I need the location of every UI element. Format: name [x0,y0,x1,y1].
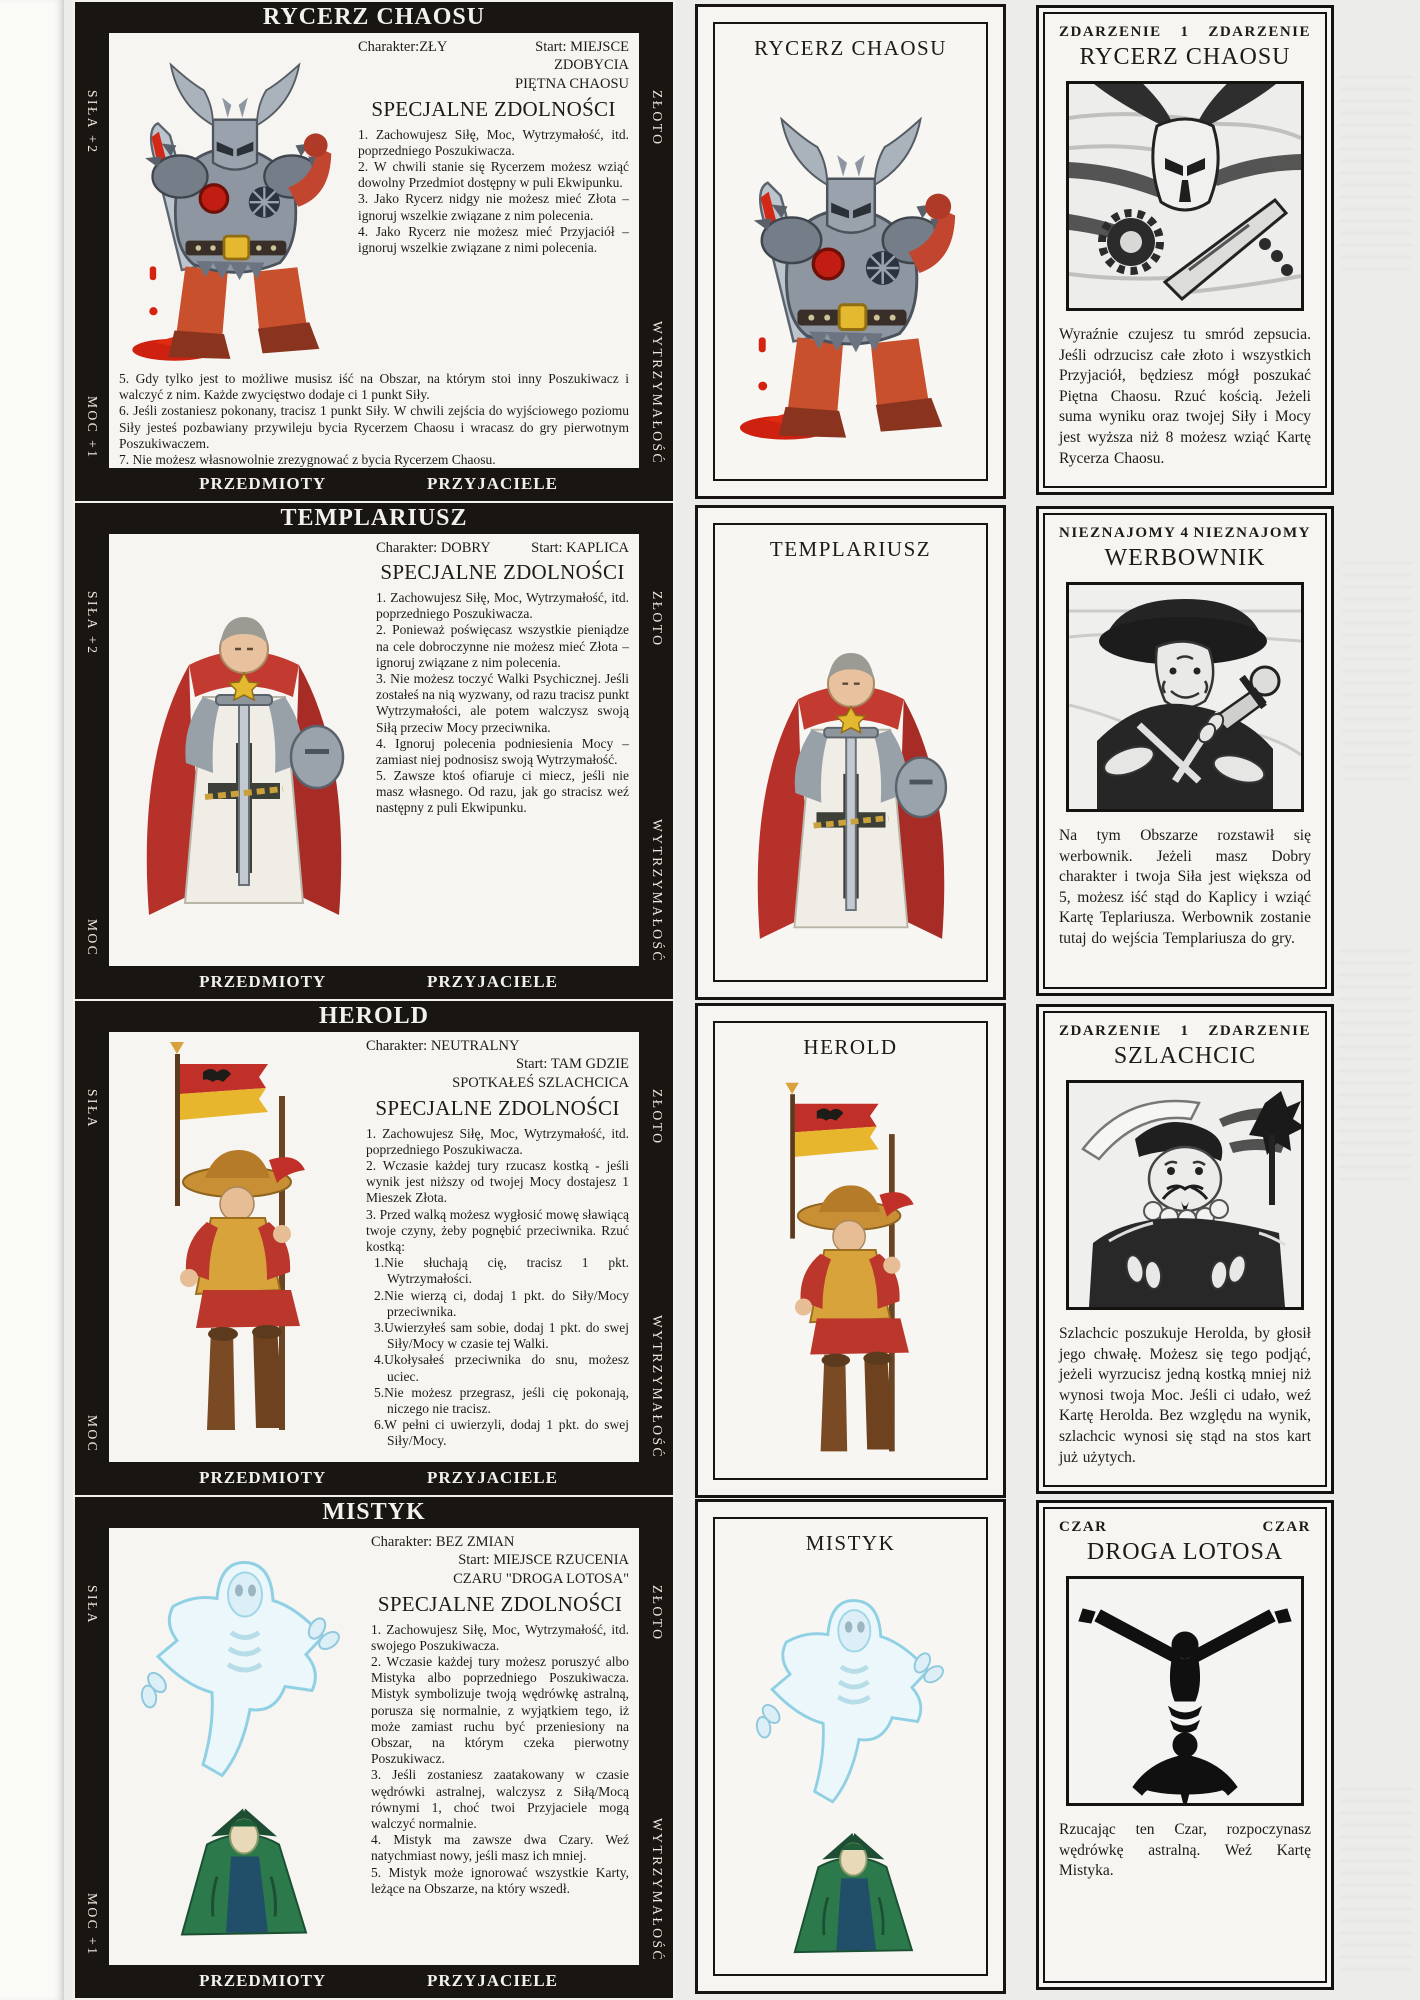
charakter-label: Charakter: NEUTRALNY [366,1038,520,1054]
ability-item: 5. Gdy tylko jest to możliwe musisz iść na Obszar, na którym stoi inny Poszukiwacz i walczyć z nim. Każde zwycięstwo dodaje ci 1 punkt Siły. [119,371,629,403]
side-stat-moc: MOC +1 [85,1892,100,1956]
start-label-line2: SPOTKAŁEŚ SZLACHCICA [452,1074,629,1091]
event-body-text: Szlachcic poszukuje Herolda, by głosił jego chwałę. Możesz się tego podjąć, jeżeli wyrzucisz jedną kostką mniej niż wynosi twoja Moc. Jeśli ci udało, weź Kartę Herolda. Bez względu na wynik, szlachcic wynosi się stąd na stos kart już użytych. [1059,1325,1311,1466]
portrait-card-mistyk [695,1499,1006,1994]
event-count [1143,1519,1227,1536]
ability-item: 3. Nie możesz toczyć Walki Psychicznej. Jeśli zostałeś na nią wyzwany, od razu tracisz punkt Wytrzymałości, ale potem walczysz swoją Siłą przeciw Mocy przeciwnika. [376,670,629,735]
ability-item: 1. Zachowujesz Siłę, Moc, Wytrzymałość, itd. swojego Poszukiwacza. [371,1621,629,1653]
side-stat-wytrzymalosc: WYTRZYMAŁOŚĆ [650,1818,665,1962]
ability-item: 6. Jeśli zostaniesz pokonany, tracisz 1 punkt Siły. W chwili zejścia do wyjściowego poziomu Siły jesteś pozbawiany przywileju bycia Rycerzem Chaosu i wracasz do gry pierwotnym Poszukiwaczem. [119,403,629,451]
herald-color-art [119,1038,359,1449]
abilities-heading: SPECJALNE ZDOLNOŚCI [377,1591,623,1616]
charakter-label: Charakter: BEZ ZMIAN [371,1534,515,1550]
card-body [109,534,639,966]
event-card-rycerz-chaosu [1036,5,1334,495]
side-stat-wytrzymalosc: WYTRZYMAŁOŚĆ [650,321,665,465]
noble-bw-art [1066,1080,1304,1310]
page-bleed-through [1342,560,1412,780]
chaos-knight-color-art [715,61,986,479]
page-bleed-through [1340,70,1412,270]
ability-item: 1. Zachowujesz Siłę, Moc, Wytrzymałość, itd. poprzedniego Poszukiwacza. [376,590,629,622]
card-body [109,1528,639,1965]
card-footer [109,966,639,999]
event-body-text: Wyraźnie czujesz tu smród zepsucia. Jeśli odrzucisz całe złoto i wszystkich Przyjaciół, będziesz mógł poszukać Piętna Chaosu. Rzuć kością. Jeżeli suma wyniku oraz twojej Siły i Mocy jest wyższa niż 8 możesz wziąć Kartę Rycerza Chaosu. [1059,326,1311,467]
character-card-rycerz-chaosu [75,2,673,501]
ability-item: 3. Jeśli zostaniesz zaatakowany w czasie wędrówki astralnej, walczysz z Siłą/Mocą równymi 1, choć twoi Przyjaciele mogą walczyć normalnie. [371,1767,629,1831]
side-stat-moc: MOC [85,1414,100,1453]
footer-przyjaciele: PRZYJACIELE [427,972,558,991]
card-body [109,33,639,468]
card-body [109,1032,639,1462]
side-stat-zloto: ZŁOTO [650,1585,665,1642]
ability-item: 5. Mistyk może ignorować wszystkie Karty, leżące na Obszarze, na który wszedł. [371,1864,629,1896]
page-left-margin [0,0,64,2000]
card-title: DROGA LOTOSA [1086,1539,1284,1565]
side-stat-zloto: ZŁOTO [650,591,665,648]
ability-subitem: 1.Nie słuchają cię, tracisz 1 pkt. Wytrzymałości. [374,1255,629,1287]
event-count: 4 [1180,525,1190,541]
card-title: SZLACHCIC [1113,1043,1257,1069]
portrait-card-templariusz [695,505,1006,1000]
ability-item: 1. Zachowujesz Siłę, Moc, Wytrzymałość, itd. poprzedniego Poszukiwacza. [366,1125,629,1157]
ability-item: 4. Mistyk ma zawsze dwa Czary. Weź natychmiast nowy, jeśli masz ich mniej. [371,1832,629,1864]
side-stat-zloto: ZŁOTO [650,90,665,147]
event-type-right: CZAR [1262,1519,1311,1535]
event-type-right: ZDARZENIE [1208,24,1311,40]
start-label: Start: MIEJSCE RZUCENIA [458,1552,629,1568]
event-count: 1 [1180,1023,1190,1039]
side-stat-zloto: ZŁOTO [650,1089,665,1146]
ability-item: 1. Zachowujesz Siłę, Moc, Wytrzymałość, itd. poprzedniego Poszukiwacza. [358,126,629,158]
card-title: MISTYK [805,1531,896,1555]
card-footer [109,468,639,501]
mystic-color-art [119,1534,364,1939]
herald-color-art [715,1060,986,1478]
side-stat-sila: SIŁA +2 [85,591,100,656]
abilities-heading: SPECJALNE ZDOLNOŚCI [380,560,625,584]
chaos-helm-bw-art [1066,81,1304,311]
ability-subitem: 2.Nie wierzą ci, dodaj 1 pkt. do Siły/Mocy przeciwnika. [374,1287,629,1319]
character-card-herold [75,1001,673,1495]
side-stat-wytrzymalosc: WYTRZYMAŁOŚĆ [650,1315,665,1459]
chaos-knight-color-art [119,39,351,369]
footer-przyjaciele: PRZYJACIELE [427,1468,558,1487]
footer-przedmioty: PRZEDMIOTY [199,474,327,493]
ability-item: 7. Nie możesz własnowolnie zrezygnować z bycia Rycerzem Chaosu. [119,451,496,467]
event-type-left: NIEZNAJOMY [1059,525,1177,541]
card-title: TEMPLARIUSZ [769,537,932,561]
card-title: MISTYK [322,1499,426,1525]
side-stat-moc: MOC [85,918,100,957]
charakter-label: Charakter: DOBRY [376,540,491,556]
ability-subitem: 4.Ukołysałeś przeciwnika do snu, możesz uciec. [374,1352,629,1384]
ability-item: 4. Ignoruj polecenia podniesienia Mocy – zamiast niej podnosisz swoją Wytrzymałość. [376,735,629,767]
start-label-line3: PIĘTNA CHAOSU [515,75,629,92]
footer-przedmioty: PRZEDMIOTY [199,972,327,991]
card-title: HEROLD [803,1035,898,1059]
event-card-droga-lotosa [1036,1500,1334,1990]
card-title: RYCERZ CHAOSU [754,36,947,60]
card-title: TEMPLARIUSZ [280,505,468,531]
footer-przyjaciele: PRZYJACIELE [427,1971,558,1990]
ability-item: 2. W chwili stanie się Rycerzem możesz wziąć dowolny Przedmiot dostępny w puli Ekwipunku. [358,159,629,191]
start-label-line2: ZDOBYCIA [554,57,629,73]
card-footer [109,1462,639,1495]
ability-item: 2. Wczasie każdej tury rzucasz kostką - jeśli wynik jest niższy od twojej Mocy dostajesz 1 Mieszek Złota. [366,1158,629,1206]
card-footer [109,1965,639,1998]
page-bleed-through [1338,950,1412,1180]
ability-subitem: 5.Nie możesz przegrasz, jeśli cię pokonają, niczego nie tracisz. [374,1384,629,1416]
footer-przedmioty: PRZEDMIOTY [199,1971,327,1990]
footer-przyjaciele: PRZYJACIELE [427,474,558,493]
ability-item: 5. Zawsze ktoś ofiaruje ci miecz, jeśli nie masz własnego. Od razu, jak go stracisz weź następny z puli Ekwipunku. [376,768,629,816]
event-type-left: ZDARZENIE [1059,1023,1162,1039]
side-stat-wytrzymalosc: WYTRZYMAŁOŚĆ [650,819,665,963]
footer-przedmioty: PRZEDMIOTY [199,1468,327,1487]
side-stat-sila: SIŁA [85,1089,100,1129]
event-body-text: Rzucając ten Czar, rozpoczynasz wędrówkę astralną. Weź Kartę Mistyka. [1059,1821,1311,1880]
event-body-text: Na tym Obszarze rozstawił się werbownik. Jeżeli masz Dobry charakter i twoja Siła jest większa od 5, możesz iść stąd do Kaplicy i wziąć Kartę Teplariusza. Werbownik zostanie tutaj do wejścia Templariusza do gry. [1059,827,1311,948]
character-card-mistyk [75,1497,673,1998]
side-stat-sila: SIŁA +2 [85,90,100,155]
recruiter-bw-art [1066,582,1304,812]
start-label-line2: CZARU "DROGA LOTOSA" [453,1570,629,1587]
event-type-left: CZAR [1059,1519,1108,1535]
start-label: Start: MIEJSCE [535,39,629,55]
card-title: HEROLD [318,1003,429,1029]
character-card-templariusz [75,503,673,999]
abilities-heading: SPECJALNE ZDOLNOŚCI [371,96,616,121]
ability-subitem: 3.Uwierzyłeś sam sobie, dodaj 1 pkt. do swej Siły/Mocy w czasie tej Walki. [374,1319,629,1352]
ability-item: 3. Przed walką możesz wygłosić mowę sławiącą twoje czyny, żeby pognębić przeciwnika. Rzuć kostką: [366,1206,629,1254]
start-label: Start: KAPLICA [531,540,629,556]
ability-subitem: 6.W pełni ci uwierzyli, dodaj 1 pkt. do swej Siły/Mocy. [374,1417,629,1449]
portrait-card-herold [695,1003,1006,1498]
charakter-label: Charakter:ZŁY [358,39,448,55]
event-type-left: ZDARZENIE [1059,24,1162,40]
ability-item: 2. Ponieważ poświęcasz wszystkie pieniądze na cele dobroczynne nie możesz mieć Złota – ignoruj związane z nim polecenia. [376,622,629,670]
templar-color-art [715,562,986,980]
event-type-right: ZDARZENIE [1208,1023,1311,1039]
event-card-werbownik [1036,506,1334,996]
side-stat-sila: SIŁA [85,1585,100,1625]
event-count: 1 [1180,24,1190,40]
event-card-szlachcic [1036,1004,1334,1494]
page-bleed-through [1340,1780,1412,1970]
ability-item: 3. Jako Rycerz nidgy nie możesz mieć Złota – ignoruj wszelkie związane z nim polecenia. [358,191,629,223]
card-title: RYCERZ CHAOSU [1079,44,1291,70]
templar-color-art [119,540,369,940]
mystic-color-art [715,1556,986,1974]
card-title: WERBOWNIK [1104,545,1266,571]
ability-item: 2. Wczasie każdej tury możesz poruszyć albo Mistyka albo poprzedniego Poszukiwacza. Mistyk symbolizuje twoją wędrówkę astralną, porusza się normalnie, z wyjątkiem tego, iż może zamiast ruchu być przeniesiony na Obszar, na którym czeka pierwotny Poszukiwacz. [371,1654,629,1767]
side-stat-moc: MOC +1 [85,395,100,459]
start-label: Start: TAM GDZIE [516,1056,629,1072]
ability-item: 4. Jako Rycerz nie możesz mieć Przyjaciół – ignoruj wszelkie związane z nimi polecenia. [358,223,629,255]
card-title: RYCERZ CHAOSU [262,4,486,30]
abilities-heading: SPECJALNE ZDOLNOŚCI [375,1095,620,1120]
portrait-card-rycerz-chaosu [695,4,1006,499]
event-type-right: NIEZNAJOMY [1193,525,1311,541]
lotus-silhouette-art [1066,1576,1304,1806]
